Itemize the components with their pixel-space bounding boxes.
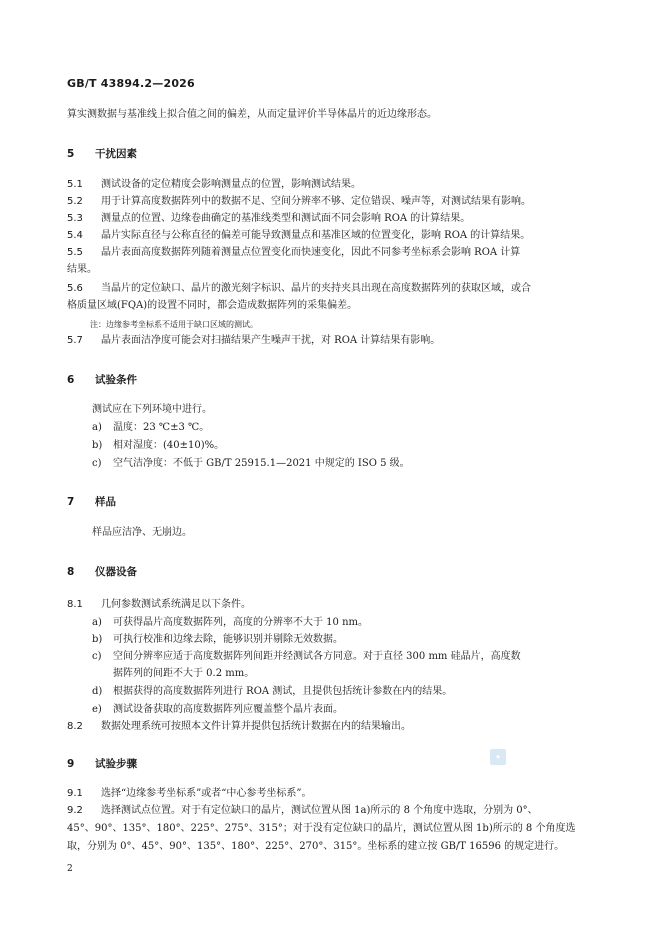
section-title: 干扰因素 (95, 148, 137, 160)
clause-text: 晶片表面洁净度可能会对扫描结果产生噪声干扰，对 ROA 计算结果有影响。 (101, 335, 441, 346)
clause-5-5-continued: 结果。 (67, 264, 97, 275)
clause-text: 几何参数测试系统满足以下条件。 (101, 599, 251, 610)
section-8-heading (67, 564, 137, 579)
clause-text: 数据处理系统可按照本文件计算并提供包括统计数据在内的结果输出。 (101, 721, 411, 732)
clause-number: 5.5 (67, 247, 83, 258)
clause-text: 当晶片的定位缺口、晶片的激光刻字标识、晶片的夹持夹具出现在高度数据阵列的获取区域，或合 (101, 283, 531, 294)
section-number: 7 (67, 496, 75, 508)
clause-5-5 (67, 246, 520, 260)
list-label: e) (92, 704, 102, 715)
list-item-c (92, 457, 410, 471)
list-label: d) (92, 686, 103, 697)
list-label: a) (92, 422, 102, 433)
clause-text: 晶片表面高度数据阵列随着测量点位置变化而快速变化，因此不同参考坐标系会影响 ROA 计算 (101, 247, 521, 258)
list-text: 空气洁净度：不低于 GB/T 25915.1—2021 中规定的 ISO 5 级。 (113, 458, 410, 469)
note: 注：边缘参考坐标系不适用于缺口区域的测试。 (90, 320, 258, 329)
clause-9-2 (67, 804, 538, 818)
section-7-heading (67, 494, 116, 509)
list-text: 测试设备获取的高度数据阵列应覆盖整个晶片表面。 (113, 704, 343, 715)
section-number: 8 (67, 566, 75, 578)
clause-number: 5.2 (67, 196, 83, 207)
clause-text: 选择测试点位置。对于有定位缺口的晶片，测试位置从图 1a)所示的 8 个角度中选取，分别为 0°、 (101, 805, 538, 816)
section-number: 5 (67, 148, 75, 160)
clause-5-2 (67, 195, 531, 209)
section-title: 仪器设备 (95, 566, 137, 578)
section-title: 试验条件 (95, 374, 137, 386)
section-number: 9 (67, 758, 75, 770)
list-label: b) (92, 440, 103, 451)
section-6-lead: 测试应在下列环境中进行。 (92, 404, 212, 415)
section-5-heading (67, 146, 137, 161)
clause-5-1 (67, 178, 361, 192)
clause-number: 5.1 (67, 179, 83, 190)
list-item-b (92, 633, 343, 647)
list-text: 温度：23 ℃±3 ℃。 (113, 422, 210, 433)
list-text: 根据获得的高度数据阵列进行 ROA 测试，且提供包括统计参数在内的结果。 (113, 686, 453, 697)
section-9-heading (67, 756, 137, 771)
section-number: 6 (67, 374, 75, 386)
clause-text: 用于计算高度数据阵列中的数据不足、空间分辨率不够、定位错误、噪声等，对测试结果有影响。 (101, 196, 531, 207)
clause-5-7 (67, 334, 440, 348)
list-text: 空间分辨率应适于高度数据阵列间距并经测试各方同意。对于直径 300 mm 硅晶片，高度数 (113, 651, 521, 662)
list-label: b) (92, 634, 103, 645)
clause-text: 选择“边缘参考坐标系”或者“中心参考坐标系”。 (101, 788, 312, 799)
clause-8-1 (67, 598, 251, 612)
list-item-c-continued: 据阵列的间距不大于 0.2 mm。 (113, 668, 255, 679)
clause-text: 测试设备的定位精度会影响测量点的位置，影响测试结果。 (101, 179, 361, 190)
watermark-logo: ◆ (490, 749, 506, 765)
clause-number: 8.2 (67, 721, 83, 732)
clause-number: 9.1 (67, 788, 83, 799)
list-item-d (92, 685, 452, 699)
list-item-b (92, 439, 224, 453)
clause-number: 5.3 (67, 213, 83, 224)
list-label: c) (92, 458, 102, 469)
clause-9-1 (67, 787, 311, 801)
list-label: c) (92, 651, 102, 662)
clause-number: 5.7 (67, 335, 83, 346)
clause-number: 9.2 (67, 805, 83, 816)
list-text: 可执行校准和边缘去除，能够识别并剔除无效数据。 (113, 634, 343, 645)
clause-text: 晶片实际直径与公称直径的偏差可能导致测量点和基准区域的位置变化，影响 ROA 的计算结果。 (101, 230, 531, 241)
section-title: 样品 (95, 496, 116, 508)
list-text: 相对湿度：(40±10)%。 (113, 440, 225, 451)
page-number: 2 (67, 864, 73, 874)
clause-5-6-continued: 格质量区域(FQA)的设置不同时，都会造成数据阵列的采集偏差。 (67, 300, 358, 311)
list-label: a) (92, 617, 102, 628)
clause-text: 测量点的位置、边缘卷曲确定的基准线类型和测试面不同会影响 ROA 的计算结果。 (101, 213, 471, 224)
section-title: 试验步骤 (95, 758, 137, 770)
list-item-a (92, 616, 368, 630)
clause-8-2 (67, 720, 411, 734)
clause-5-4 (67, 229, 530, 243)
list-item-e (92, 703, 343, 717)
document-header: GB/T 43894.2—2026 (67, 77, 195, 90)
list-item-a (92, 421, 209, 435)
clause-9-2-continued: 45°、90°、135°、180°、225°、275°、315°；对于没有定位缺口的晶片，测试位置从图 1b)所示的 8 个角度选 (67, 823, 576, 834)
section-7-text: 样品应洁净、无崩边。 (92, 527, 192, 538)
section-6-heading (67, 372, 137, 387)
clause-5-6 (67, 282, 531, 296)
list-item-c (92, 650, 521, 664)
clause-9-2-continued-2: 取，分别为 0°、45°、90°、135°、180°、225°、270°、315°。坐标系的建立按 GB/T 16596 的规定进行。 (67, 841, 565, 852)
clause-number: 5.6 (67, 283, 83, 294)
clause-number: 8.1 (67, 599, 83, 610)
clause-number: 5.4 (67, 230, 83, 241)
list-text: 可获得晶片高度数据阵列，高度的分辨率不大于 10 nm。 (113, 617, 369, 628)
clause-5-3 (67, 212, 470, 226)
intro-text: 算实测数据与基准线上拟合值之间的偏差，从而定量评价半导体晶片的近边缘形态。 (67, 109, 437, 120)
